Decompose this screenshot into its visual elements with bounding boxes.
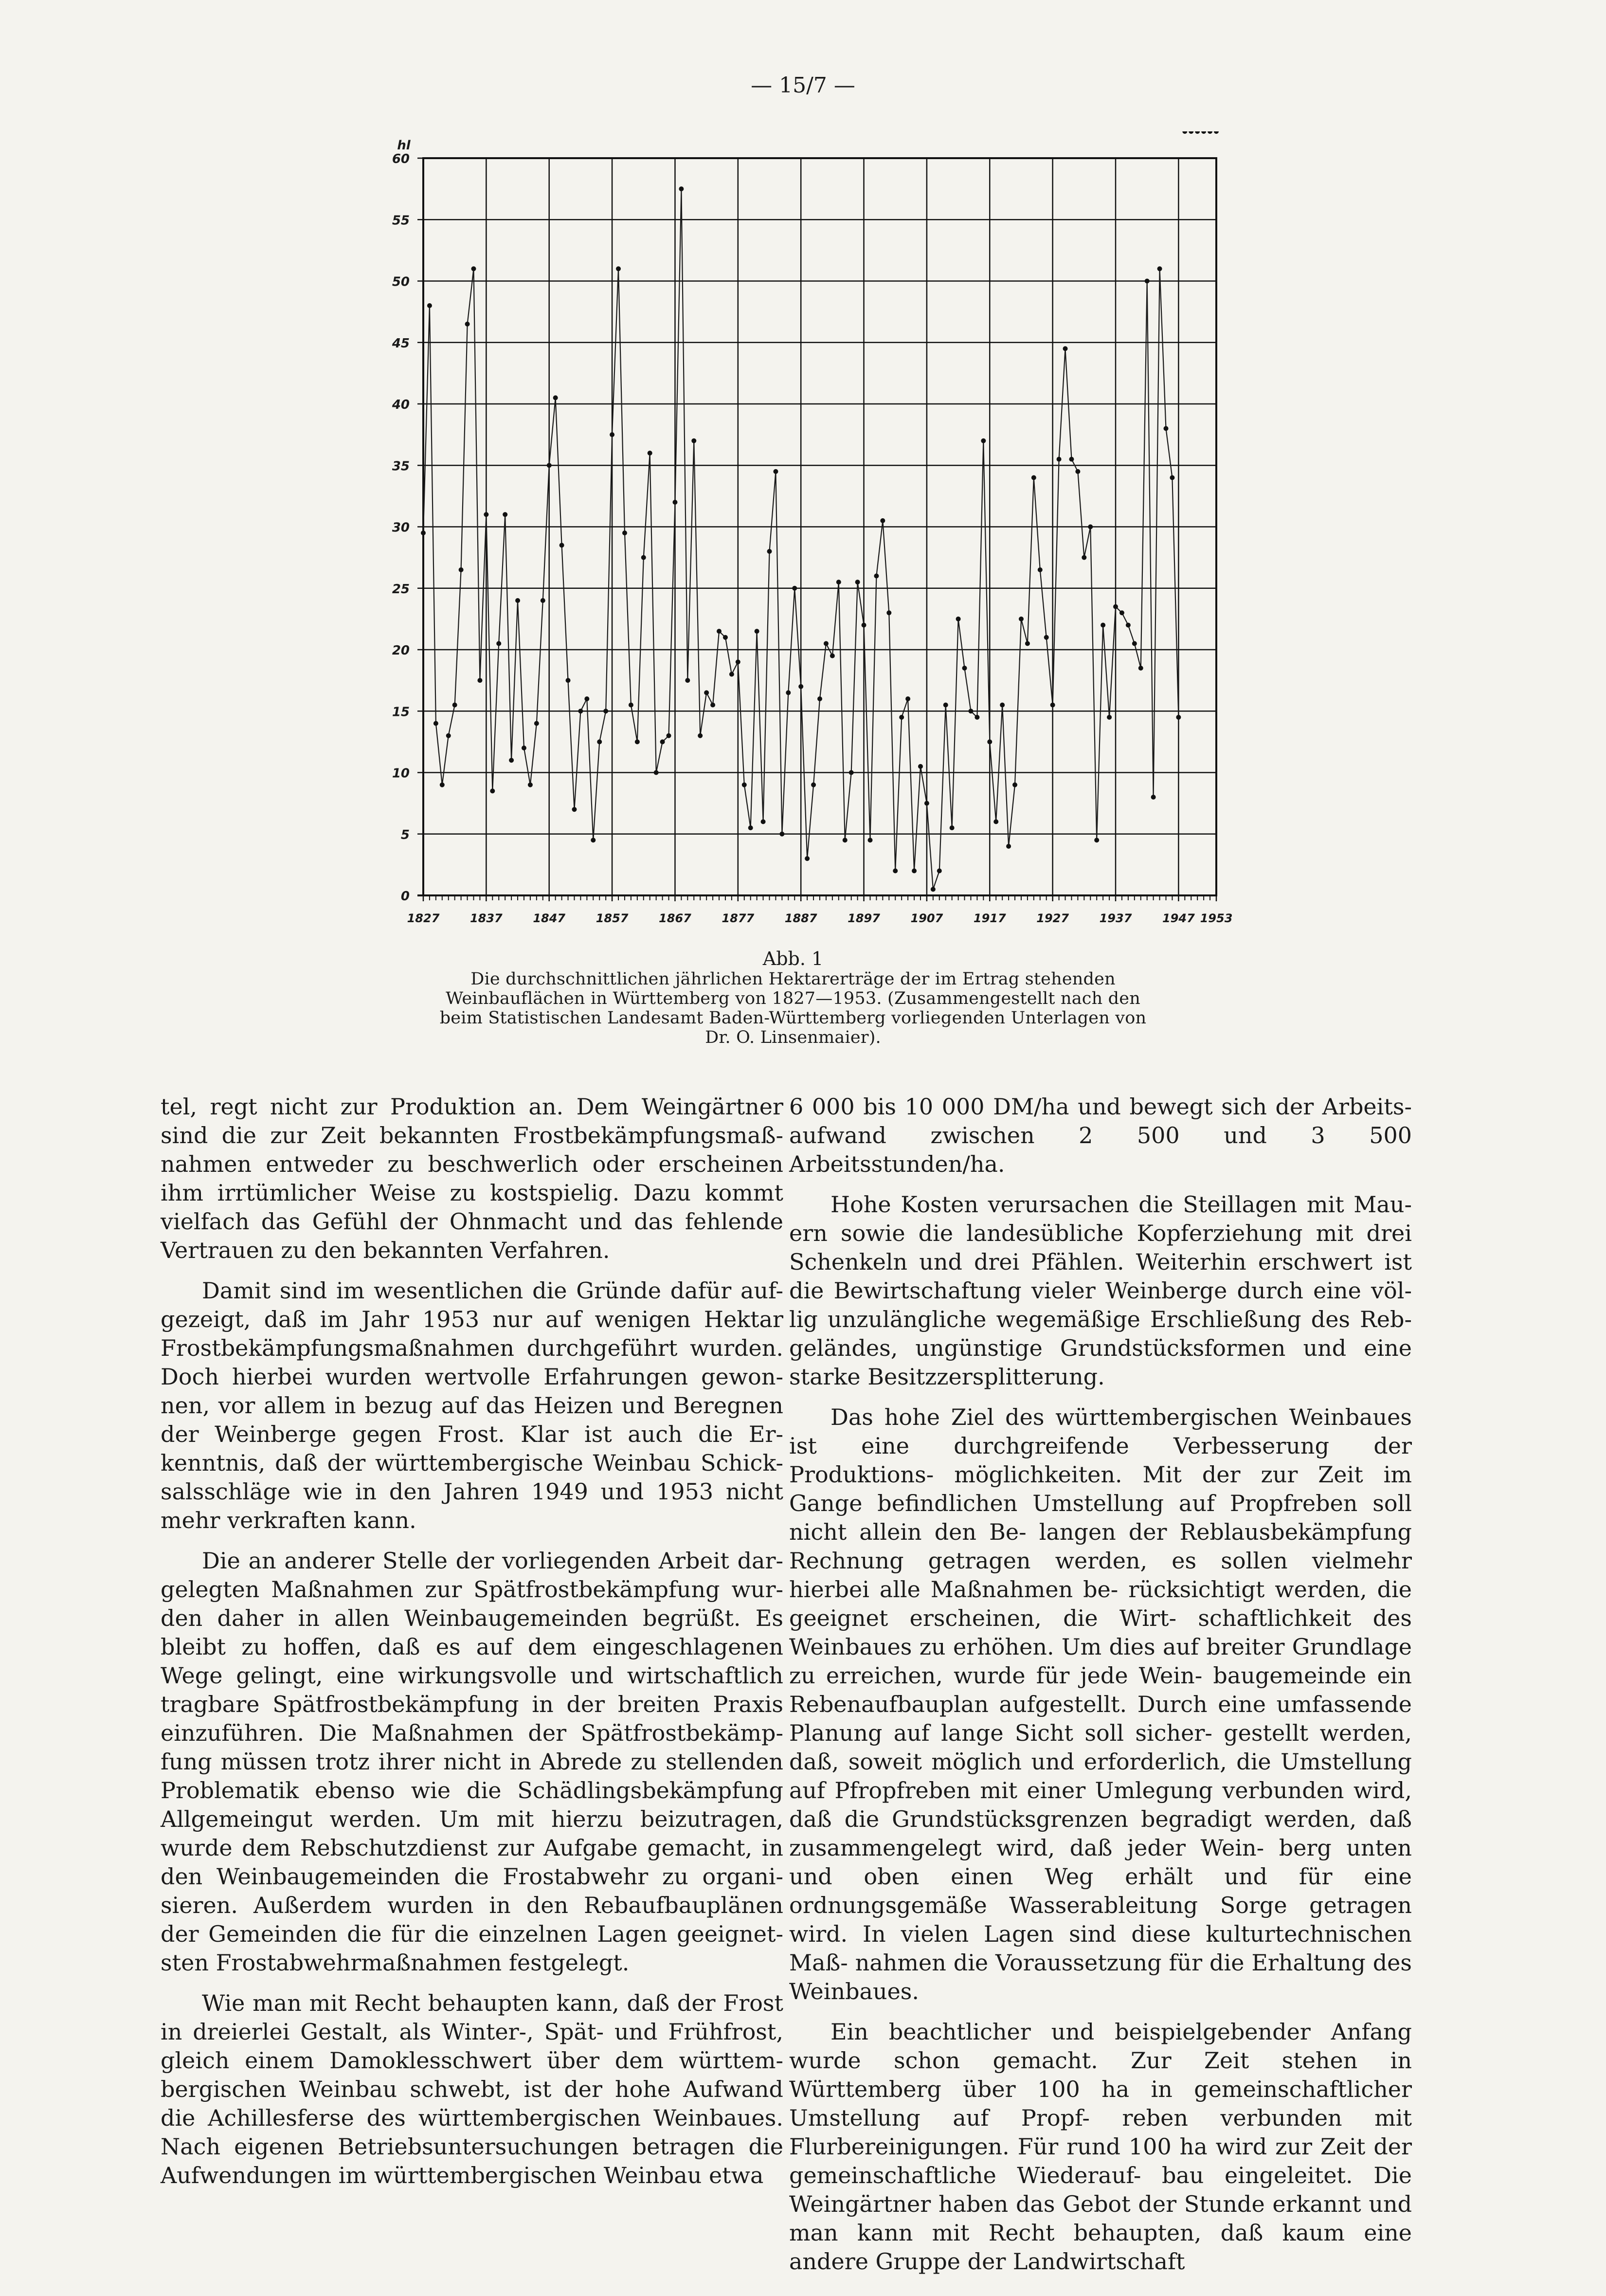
- text-line: Frostbekämpfungsmaßnahmen durchgeführt wurden.: [161, 1335, 783, 1361]
- data-point: [440, 783, 445, 787]
- x-tick-label: 1877: [722, 911, 755, 925]
- yield-line-chart: [360, 131, 1236, 939]
- data-point: [893, 869, 898, 874]
- text-line: lig unzulängliche wegemäßige Erschließung des Reb-: [789, 1306, 1412, 1332]
- data-point: [534, 721, 539, 726]
- data-point: [1195, 131, 1200, 134]
- data-point: [1107, 715, 1112, 720]
- y-tick-label: 35: [392, 459, 410, 474]
- data-point: [503, 512, 507, 517]
- text-line: rücksichtigt werden, die geeignet erscheinen, die Wirt-: [789, 1576, 1412, 1631]
- text-line: nen, vor allem in bezug auf das Heizen und Beregnen: [161, 1392, 783, 1419]
- text-line: die Bewirtschaftung vieler Weinberge durch eine völ-: [789, 1277, 1412, 1304]
- data-point: [547, 463, 552, 468]
- text-line: bleibt zu hoffen, daß es auf dem eingeschlagenen: [161, 1634, 783, 1660]
- data-point: [622, 530, 627, 535]
- text-line: die Achillesferse des württembergischen Weinbaues.: [161, 2105, 783, 2131]
- data-point: [679, 186, 684, 191]
- data-point: [981, 438, 986, 443]
- data-point: [1208, 131, 1212, 134]
- data-point: [761, 820, 766, 824]
- data-point: [1069, 457, 1074, 462]
- data-point: [591, 838, 595, 842]
- data-point: [1126, 623, 1131, 628]
- data-point: [471, 266, 476, 271]
- text-line: In vielen Lagen sind diese kulturtechnischen Maß-: [789, 1921, 1412, 1976]
- text-line: kenntnis, daß der württembergische Weinbau Schick-: [161, 1450, 783, 1476]
- y-tick-label: 0: [400, 889, 410, 904]
- x-tick-label: 1917: [973, 911, 1006, 925]
- data-point: [1000, 703, 1005, 708]
- data-point: [805, 856, 810, 861]
- text-line: daß kaum eine andere Gruppe der Landwirtschaft: [789, 2220, 1412, 2275]
- data-point: [779, 832, 784, 837]
- figure-label: Abb. 1: [762, 948, 824, 969]
- x-tick-label: 1937: [1099, 911, 1132, 925]
- text-line: mehr verkraften kann.: [161, 1507, 416, 1533]
- data-point: [968, 709, 973, 713]
- text-line: eine umfassende Planung auf lange Sicht soll sicher-: [789, 1691, 1412, 1746]
- data-point: [1119, 610, 1124, 615]
- x-tick-label: 1887: [784, 911, 817, 925]
- data-point: [648, 451, 652, 456]
- text-line: salsschläge wie in den Jahren 1949 und 1953 nicht: [161, 1478, 783, 1505]
- left-text-column: [161, 1093, 783, 2202]
- data-point: [767, 549, 772, 554]
- data-point: [597, 739, 602, 744]
- data-point: [843, 838, 848, 842]
- text-line: Die an anderer Stelle der vorliegenden Arbeit dar-: [202, 1548, 783, 1574]
- text-line: sten Frostabwehrmaßnahmen festgelegt.: [161, 1950, 630, 1976]
- data-point: [541, 598, 545, 603]
- text-line: schon gemacht. Zur Zeit stehen in Württemberg über: [789, 2047, 1412, 2102]
- data-point: [729, 672, 734, 677]
- data-point: [798, 684, 803, 689]
- data-point: [1201, 131, 1206, 134]
- y-tick-label: 60: [392, 152, 410, 166]
- text-line: tel, regt nicht zur Produktion an. Dem Weingärtner: [161, 1093, 783, 1120]
- data-point: [1057, 457, 1062, 462]
- text-line: werden, daß zusammengelegt wird, daß jeder Wein-: [789, 1806, 1412, 1861]
- text-line: Doch hierbei wurden wertvolle Erfahrungen gewon-: [161, 1364, 783, 1390]
- text-line: Stunde erkannt und man kann mit Recht behaupten,: [789, 2191, 1412, 2246]
- data-point: [1012, 783, 1017, 787]
- text-line: der Gemeinden die für die einzelnen Lagen geeignet-: [161, 1921, 783, 1947]
- data-point: [1157, 266, 1162, 271]
- data-point: [817, 696, 822, 701]
- data-point: [736, 659, 740, 664]
- data-point: [635, 739, 640, 744]
- text-line: breiter Grundlage zu erreichen, wurde für jede Wein-: [789, 1634, 1412, 1689]
- x-tick-label: 1947: [1162, 911, 1195, 925]
- data-point: [1132, 641, 1137, 646]
- text-line: Nach eigenen Betriebsuntersuchungen betragen die: [161, 2133, 783, 2160]
- data-point: [862, 623, 866, 628]
- data-point: [1170, 475, 1174, 480]
- data-point: [773, 469, 778, 474]
- y-tick-label: 45: [392, 336, 410, 351]
- data-point: [1094, 838, 1099, 842]
- text-line: den daher in allen Weinbaugemeinden begrüßt. Es: [161, 1605, 783, 1631]
- data-point: [603, 709, 608, 713]
- figure-caption: Die durchschnittlichen jährlichen Hektarerträge der im Ertrag stehenden Weinbauflächen in Württemberg von 1827—1953. (Zusammengestellt nach den beim Statistischen Landesamt Baden-Württemberg vorliegenden Unterlagen von Dr. O. Linsenmaier).: [439, 969, 1147, 1047]
- data-point: [660, 739, 665, 744]
- text-line: langen der Reblausbekämpfung Rechnung getragen: [789, 1519, 1412, 1574]
- y-tick-label: 40: [392, 398, 410, 412]
- data-point: [912, 869, 917, 874]
- text-line: gezeigt, daß im Jahr 1953 nur auf wenigen Hektar: [161, 1306, 783, 1332]
- text-line: zu den bekannten Verfahren.: [281, 1237, 610, 1263]
- data-point: [836, 580, 841, 584]
- data-point: [490, 788, 495, 793]
- text-line: möglichkeiten. Mit der zur Zeit im Gange befindlichen: [789, 1461, 1412, 1516]
- data-point: [742, 783, 747, 787]
- data-point: [578, 709, 583, 713]
- text-line: sieren. Außerdem wurden in den Rebaufbauplänen: [161, 1892, 783, 1918]
- text-line: 100 ha wird zur Zeit der gemeinschaftliche Wiederauf-: [789, 2133, 1412, 2188]
- data-point: [509, 758, 514, 763]
- text-line: in dreierlei Gestalt, als Winter-, Spät- und Frühfrost,: [161, 2019, 783, 2045]
- text-line: tragbare Spätfrostbekämpfung in der breiten Praxis: [161, 1691, 783, 1717]
- data-point: [1189, 131, 1193, 134]
- paragraph: [161, 1093, 783, 1265]
- text-line: gleich einem Damoklesschwert über dem württem-: [161, 2047, 783, 2074]
- data-point: [1113, 604, 1118, 609]
- data-point: [459, 567, 464, 572]
- y-tick-label: 15: [392, 705, 410, 720]
- paragraph: [789, 1190, 1412, 1391]
- x-tick-label: 1953: [1200, 911, 1233, 925]
- text-line: reben verbunden mit Flurbereinigungen. Für rund: [789, 2105, 1412, 2160]
- data-point: [987, 739, 992, 744]
- data-point: [1075, 469, 1080, 474]
- text-line: starke Besitzzersplitterung.: [789, 1364, 1105, 1390]
- data-point: [452, 703, 457, 708]
- text-line: das Gefühl der Ohnmacht und das fehlende Vertrauen: [161, 1208, 783, 1263]
- text-line: den Weinbaugemeinden die Frostabwehr zu organi-: [161, 1863, 783, 1890]
- text-line: berg unten und oben einen Weg erhält und für eine: [789, 1835, 1412, 1890]
- y-tick-label: 10: [392, 766, 410, 781]
- text-line: Wege gelingt, eine wirkungsvolle und wirtschaftlich: [161, 1662, 783, 1689]
- data-point: [465, 322, 470, 327]
- data-point: [1176, 715, 1181, 720]
- data-point: [1214, 131, 1219, 134]
- text-line: werden, es sollen vielmehr hierbei alle Maßnahmen be-: [789, 1548, 1412, 1603]
- text-line: nahmen die Voraussetzung für die Erhaltung des: [855, 1950, 1412, 1976]
- x-tick-label: 1857: [595, 911, 629, 925]
- data-point: [918, 764, 923, 769]
- text-line: baugemeinde ein Rebenaufbauplan aufgestellt. Durch: [789, 1662, 1412, 1717]
- data-point: [522, 746, 526, 750]
- data-point: [710, 703, 715, 708]
- text-line: schaftlichkeit des Weinbaues zu erhöhen. Um dies auf: [789, 1605, 1412, 1660]
- data-point: [515, 598, 520, 603]
- data-point: [974, 715, 979, 720]
- right-text-column: [789, 1093, 1412, 2288]
- data-point: [855, 580, 860, 584]
- data-point: [1050, 703, 1055, 708]
- y-axis-unit-label: hl: [397, 138, 411, 153]
- text-line: ordnungsgemäße Wasserableitung Sorge getragen wird.: [789, 1892, 1412, 1947]
- text-line: Ein beachtlicher und beispielgebender Anfang wurde: [789, 2019, 1412, 2074]
- text-line: Aufwendungen im württembergischen Weinbau etwa: [161, 2162, 764, 2188]
- data-point: [905, 696, 910, 701]
- data-point: [1101, 623, 1105, 628]
- data-point: [610, 432, 614, 437]
- data-point: [956, 617, 961, 621]
- data-point: [874, 574, 879, 579]
- data-point: [477, 678, 482, 683]
- data-point: [1044, 635, 1049, 640]
- data-point: [1038, 567, 1043, 572]
- data-point: [993, 820, 998, 824]
- y-tick-label: 50: [392, 274, 410, 290]
- text-line: Schenkeln und drei Pfählen. Weiterhin erschwert ist: [789, 1249, 1412, 1275]
- text-line: gestellt werden, daß, soweit möglich und erforderlich,: [789, 1720, 1412, 1775]
- text-line: die Umstellung auf Pfropfreben mit einer Umlegung: [789, 1749, 1412, 1804]
- data-point: [553, 395, 558, 400]
- x-tick-label: 1897: [848, 911, 880, 925]
- data-point: [924, 801, 929, 806]
- data-point: [1151, 795, 1156, 800]
- text-line: irrtümlicher Weise zu kostspielig. Dazu kommt vielfach: [161, 1180, 783, 1235]
- text-line: geländes, ungünstige Grundstücksformen und eine: [789, 1335, 1412, 1361]
- data-point: [484, 512, 488, 517]
- x-tick-label: 1907: [910, 911, 943, 925]
- x-tick-label: 1837: [469, 911, 503, 925]
- text-line: bergischen Weinbau schwebt, ist der hohe Aufwand: [161, 2076, 783, 2102]
- y-tick-label: 55: [392, 213, 410, 228]
- data-point: [641, 555, 646, 560]
- data-point: [629, 703, 633, 708]
- text-line: einzuführen. Die Maßnahmen der Spätfrostbekämp-: [161, 1720, 783, 1746]
- data-point: [685, 678, 690, 683]
- data-point: [755, 629, 759, 634]
- data-point: [559, 543, 564, 547]
- text-line: Problematik ebenso wie die Schädlingsbekämpfung: [161, 1777, 783, 1804]
- text-line: sind die zur Zeit bekannten Frostbekämpfungsmaß-: [161, 1122, 783, 1148]
- data-point: [433, 721, 438, 726]
- data-point: [1164, 426, 1169, 431]
- y-tick-label: 25: [392, 582, 410, 597]
- text-line: aufwand zwischen 2 500 und 3 500 Arbeitsstunden/ha.: [789, 1122, 1412, 1177]
- text-line: Wie man mit Recht behaupten kann, daß der Frost: [202, 1990, 783, 2016]
- text-line: bau eingeleitet. Die Weingärtner haben das Gebot der: [789, 2162, 1412, 2217]
- data-point: [704, 690, 709, 695]
- data-point: [723, 635, 728, 640]
- paragraph: [161, 1276, 783, 1535]
- data-point: [849, 770, 854, 775]
- text-line: der Weinberge gegen Frost. Klar ist auch die Er-: [161, 1421, 783, 1447]
- text-line: fung müssen trotz ihrer nicht in Abrede zu stellenden: [161, 1749, 783, 1775]
- data-point: [667, 733, 671, 738]
- data-point: [830, 654, 835, 658]
- y-tick-label: 30: [392, 520, 410, 535]
- data-point: [943, 703, 948, 708]
- data-point: [1006, 844, 1011, 849]
- y-tick-label: 20: [392, 643, 410, 658]
- text-line: ern sowie die landesübliche Kopferziehung mit drei: [789, 1220, 1412, 1246]
- data-point: [572, 807, 577, 812]
- data-point: [496, 641, 501, 646]
- text-line: 6 000 bis 10 000 DM/ha und bewegt sich der Arbeits-: [789, 1093, 1412, 1120]
- x-tick-label: 1927: [1036, 911, 1069, 925]
- data-point: [1019, 617, 1024, 621]
- text-line: Weinbaues.: [789, 1978, 920, 2004]
- data-point: [937, 869, 942, 874]
- x-tick-label: 1867: [659, 911, 691, 925]
- data-point: [1031, 475, 1036, 480]
- x-tick-label: 1847: [533, 911, 566, 925]
- text-line: Umstellung auf Propfreben soll nicht allein den Be-: [789, 1490, 1412, 1545]
- data-point: [811, 783, 816, 787]
- data-point: [786, 690, 791, 695]
- data-point: [1082, 555, 1086, 560]
- data-point: [672, 500, 677, 505]
- paragraph: [789, 2018, 1412, 2276]
- text-line: Hohe Kosten verursachen die Steillagen mit Mau-: [830, 1191, 1412, 1218]
- text-line: wurde dem Rebschutzdienst zur Aufgabe gemacht, in: [161, 1835, 783, 1861]
- text-line: gelegten Maßnahmen zur Spätfrostbekämpfung wur-: [161, 1576, 783, 1603]
- data-point: [824, 641, 829, 646]
- text-line: Damit sind im wesentlichen die Gründe dafür auf-: [202, 1277, 783, 1304]
- text-line: verbunden wird, daß die Grundstücksgrenzen begradigt: [789, 1777, 1412, 1832]
- data-point: [421, 530, 426, 535]
- data-point: [1145, 279, 1150, 284]
- paragraph: [161, 1547, 783, 1977]
- data-point: [446, 733, 451, 738]
- data-point: [1063, 346, 1068, 351]
- data-point: [1182, 131, 1187, 134]
- data-point: [792, 586, 797, 591]
- paragraph: [161, 1989, 783, 2190]
- text-line: Das hohe Ziel des württembergischen Weinbaues ist: [789, 1404, 1412, 1459]
- data-point: [931, 887, 936, 892]
- data-point: [691, 438, 696, 443]
- data-point: [880, 518, 885, 523]
- data-point: [867, 838, 872, 842]
- data-point: [748, 825, 753, 830]
- text-line: nahmen entweder zu beschwerlich oder erscheinen ihm: [161, 1151, 783, 1206]
- data-point: [654, 770, 659, 775]
- data-point: [566, 678, 571, 683]
- data-point: [886, 610, 891, 615]
- data-point: [584, 696, 589, 701]
- data-point: [962, 666, 967, 671]
- x-tick-label: 1827: [407, 911, 440, 925]
- data-point: [427, 303, 432, 308]
- paragraph: [789, 1093, 1412, 1179]
- data-point: [616, 266, 621, 271]
- paragraph: [789, 1403, 1412, 2006]
- text-line: Allgemeingut werden. Um mit hierzu beizutragen,: [161, 1806, 783, 1832]
- data-point: [698, 733, 703, 738]
- data-point: [1138, 666, 1143, 671]
- data-point: [717, 629, 722, 634]
- text-line: 100 ha in gemeinschaftlicher Umstellung auf Propf-: [789, 2076, 1412, 2131]
- text-line: eine durchgreifende Verbesserung der Produktions-: [789, 1433, 1412, 1488]
- y-tick-label: 5: [400, 827, 410, 842]
- data-point: [1025, 641, 1030, 646]
- data-point: [950, 825, 955, 830]
- data-point: [899, 715, 904, 720]
- data-point: [528, 783, 533, 787]
- page-number: — 15/7 —: [751, 73, 855, 98]
- data-point: [1088, 525, 1093, 529]
